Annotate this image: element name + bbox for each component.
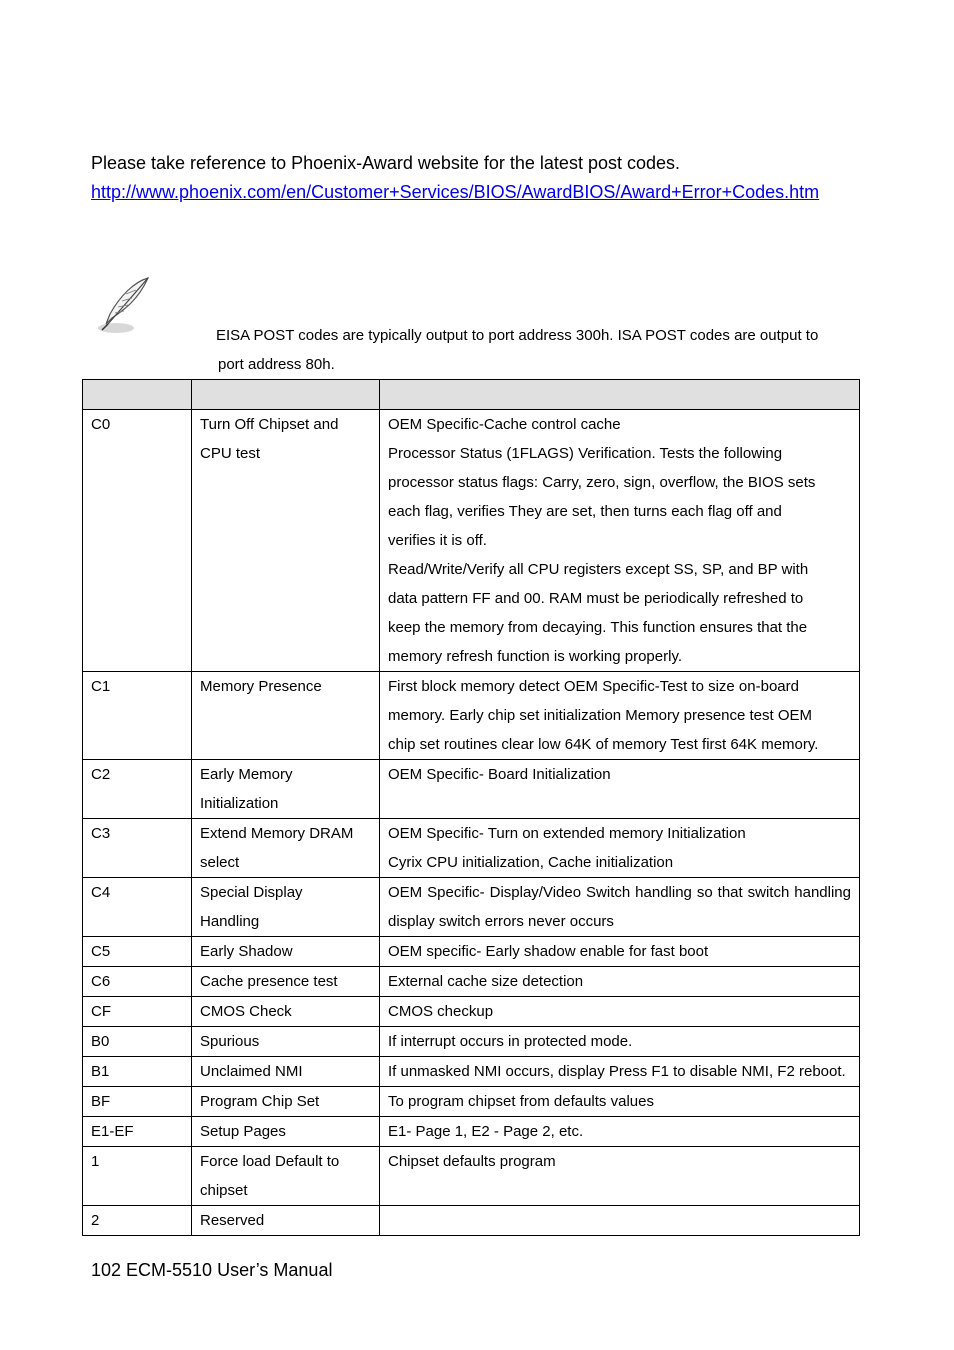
post-description-line: Chipset defaults program bbox=[388, 1153, 556, 1170]
post-code-cell: E1-EF bbox=[83, 1117, 192, 1147]
post-code-cell: CF bbox=[83, 997, 192, 1027]
post-name-line: Reserved bbox=[200, 1212, 265, 1229]
table-row bbox=[83, 997, 860, 1027]
feather-quill-icon bbox=[86, 270, 162, 344]
post-name-line: Program Chip Set bbox=[200, 1093, 320, 1110]
table-row bbox=[83, 1057, 860, 1087]
post-name-cell bbox=[192, 937, 380, 967]
post-name-cell bbox=[192, 878, 380, 937]
table-row bbox=[83, 937, 860, 967]
table-header-row bbox=[83, 380, 860, 410]
post-name-cell bbox=[192, 760, 380, 819]
post-code-cell: B0 bbox=[83, 1027, 192, 1057]
note-line-2: port address 80h. bbox=[218, 356, 335, 373]
post-description-cell bbox=[380, 878, 860, 937]
post-name-cell bbox=[192, 672, 380, 760]
post-name-line: Initialization bbox=[200, 795, 279, 812]
table-row bbox=[83, 878, 860, 937]
post-name-cell bbox=[192, 1117, 380, 1147]
post-name-line: CMOS Check bbox=[200, 1003, 292, 1020]
post-description-line: If unmasked NMI occurs, display Press F1 to disable NMI, F2 reboot. bbox=[388, 1063, 846, 1080]
post-description-line: External cache size detection bbox=[388, 973, 584, 990]
post-description-line: processor status flags: Carry, zero, sign, overflow, the BIOS sets bbox=[388, 474, 816, 491]
post-code-cell: 1 bbox=[83, 1147, 192, 1206]
post-name-line: Force load Default to bbox=[200, 1153, 340, 1170]
table-row bbox=[83, 1027, 860, 1057]
post-name-line: Memory Presence bbox=[200, 678, 322, 695]
post-description-cell bbox=[380, 819, 860, 878]
post-description-cell bbox=[380, 672, 860, 760]
note-line-1: EISA POST codes are typically output to port address 300h. ISA POST codes are output to bbox=[216, 327, 819, 344]
post-description-line: CMOS checkup bbox=[388, 1003, 494, 1020]
table-row bbox=[83, 672, 860, 760]
post-name-cell bbox=[192, 1027, 380, 1057]
post-description-line: E1- Page 1, E2 - Page 2, etc. bbox=[388, 1123, 584, 1140]
post-description-line: data pattern FF and 00. RAM must be periodically refreshed to bbox=[388, 590, 804, 607]
header-cell-code bbox=[83, 380, 192, 410]
post-description-cell bbox=[380, 410, 860, 672]
post-code-cell: 2 bbox=[83, 1206, 192, 1236]
post-name-cell bbox=[192, 410, 380, 672]
header-cell-name bbox=[192, 380, 380, 410]
post-description-line: Processor Status (1FLAGS) Verification. Tests the following bbox=[388, 445, 783, 462]
note-text bbox=[216, 321, 876, 379]
post-description-line: verifies it is off. bbox=[388, 532, 487, 549]
post-description-line: OEM Specific- Board Initialization bbox=[388, 766, 611, 783]
post-description-cell bbox=[380, 1027, 860, 1057]
post-description-line: If interrupt occurs in protected mode. bbox=[388, 1033, 633, 1050]
post-name-line: Setup Pages bbox=[200, 1123, 286, 1140]
post-description-cell bbox=[380, 1147, 860, 1206]
post-name-line: select bbox=[200, 854, 240, 871]
post-description-line: OEM Specific- Display/Video Switch handling so that switch handling display switch errors never occurs bbox=[388, 884, 851, 930]
post-name-cell bbox=[192, 1147, 380, 1206]
table-row bbox=[83, 967, 860, 997]
post-code-cell: BF bbox=[83, 1087, 192, 1117]
post-description-line: Cyrix CPU initialization, Cache initialization bbox=[388, 854, 674, 871]
post-description-cell bbox=[380, 997, 860, 1027]
post-code-cell: C3 bbox=[83, 819, 192, 878]
post-name-cell bbox=[192, 1057, 380, 1087]
post-name-cell bbox=[192, 1206, 380, 1236]
post-name-cell bbox=[192, 1087, 380, 1117]
post-description-line: OEM specific- Early shadow enable for fast boot bbox=[388, 943, 709, 960]
post-name-line: Cache presence test bbox=[200, 973, 338, 990]
post-description-line: each flag, verifies They are set, then turns each flag off and bbox=[388, 503, 782, 520]
post-description-line bbox=[388, 1206, 851, 1235]
intro-paragraph bbox=[91, 149, 871, 207]
table-row bbox=[83, 1117, 860, 1147]
post-description-line: OEM Specific-Cache control cache bbox=[388, 416, 621, 433]
post-name-line: Spurious bbox=[200, 1033, 260, 1050]
table-body bbox=[83, 410, 860, 1236]
post-description-cell bbox=[380, 1057, 860, 1087]
post-name-line: Early Shadow bbox=[200, 943, 293, 960]
post-name-line: Early Memory bbox=[200, 766, 293, 783]
post-description-line: memory refresh function is working properly. bbox=[388, 648, 682, 665]
post-name-line: Unclaimed NMI bbox=[200, 1063, 303, 1080]
header-cell-description bbox=[380, 380, 860, 410]
post-code-cell: B1 bbox=[83, 1057, 192, 1087]
post-code-cell: C4 bbox=[83, 878, 192, 937]
table-row bbox=[83, 1206, 860, 1236]
post-code-cell: C6 bbox=[83, 967, 192, 997]
post-description-line: memory. Early chip set initialization Memory presence test OEM bbox=[388, 707, 813, 724]
table-row bbox=[83, 1147, 860, 1206]
post-code-cell: C2 bbox=[83, 760, 192, 819]
table-row bbox=[83, 819, 860, 878]
post-name-cell bbox=[192, 997, 380, 1027]
post-description-cell bbox=[380, 1117, 860, 1147]
post-description-line: chip set routines clear low 64K of memory Test first 64K memory. bbox=[388, 736, 819, 753]
post-description-cell bbox=[380, 937, 860, 967]
post-name-cell bbox=[192, 819, 380, 878]
table-row bbox=[83, 760, 860, 819]
post-code-cell: C0 bbox=[83, 410, 192, 672]
post-code-cell: C5 bbox=[83, 937, 192, 967]
post-code-cell: C1 bbox=[83, 672, 192, 760]
post-name-line: Special Display bbox=[200, 884, 303, 901]
post-description-cell bbox=[380, 1206, 860, 1236]
post-description-cell bbox=[380, 967, 860, 997]
page-footer: 102 ECM-5510 User’s Manual bbox=[91, 1260, 333, 1280]
post-description-line: OEM Specific- Turn on extended memory Initialization bbox=[388, 825, 746, 842]
post-description-line: Read/Write/Verify all CPU registers except SS, SP, and BP with bbox=[388, 561, 809, 578]
intro-text: Please take reference to Phoenix-Award website for the latest post codes. bbox=[91, 153, 680, 173]
post-name-line: Turn Off Chipset and bbox=[200, 416, 339, 433]
post-name-line: CPU test bbox=[200, 445, 261, 462]
post-description-line: First block memory detect OEM Specific-Test to size on-board bbox=[388, 678, 799, 695]
post-name-cell bbox=[192, 967, 380, 997]
table-row bbox=[83, 1087, 860, 1117]
post-name-line: Extend Memory DRAM bbox=[200, 825, 354, 842]
post-description-line: keep the memory from decaying. This function ensures that the bbox=[388, 619, 808, 636]
post-name-line: Handling bbox=[200, 913, 260, 930]
post-description-cell bbox=[380, 1087, 860, 1117]
table-row bbox=[83, 410, 860, 672]
post-description-cell bbox=[380, 760, 860, 819]
phoenix-award-link[interactable]: http://www.phoenix.com/en/Customer+Services/BIOS/AwardBIOS/Award+Error+Codes.htm bbox=[91, 182, 820, 202]
post-codes-table bbox=[82, 379, 860, 1236]
post-name-line: chipset bbox=[200, 1182, 248, 1199]
post-description-line: To program chipset from defaults values bbox=[388, 1093, 654, 1110]
